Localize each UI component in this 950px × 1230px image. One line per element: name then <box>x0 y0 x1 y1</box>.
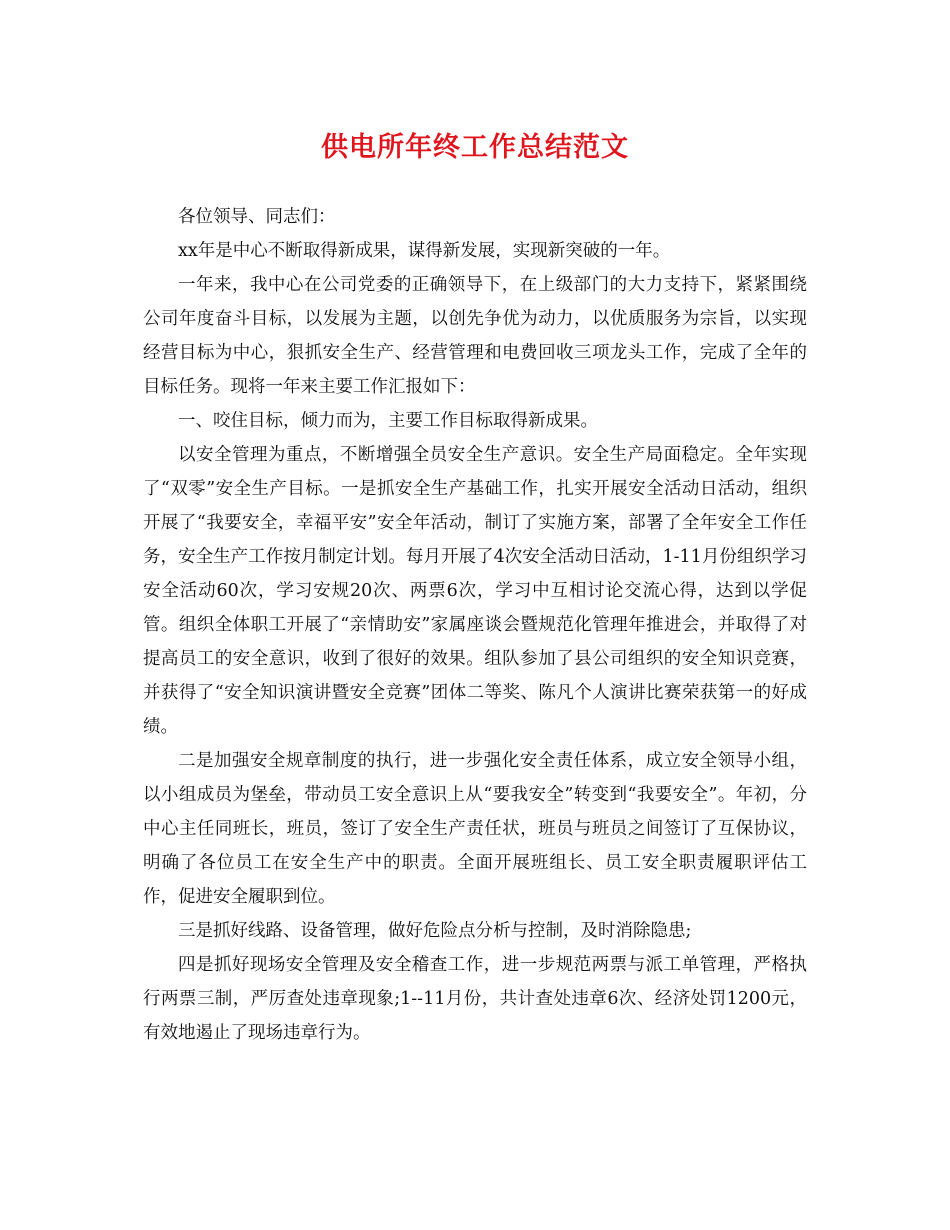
paragraph-line-equipment: 三是抓好线路、设备管理，做好危险点分析与控制，及时消除隐患; <box>178 921 692 941</box>
paragraph-overview: 一年来，我中心在公司党委的正确领导下，在上级部门的大力支持下，紧紧围绕公司年度奋斗目标，以发展为主题，以创先争优为动力，以优质服务为宗旨，以实现经营目标为中心，狠抓安全生产、经营管理和电费回收三项龙头工作，完成了全年的目标任务。现将一年来主要工作汇报如下： <box>143 275 807 397</box>
document-body <box>143 200 807 1050</box>
document-title: 供电所年终工作总结范文 <box>321 132 629 163</box>
paragraph-safety-rules: 二是加强安全规章制度的执行，进一步强化安全责任体系，成立安全领导小组，以小组成员为堡垒，带动员工安全意识上从“要我安全”转变到“我要安全”。年初，分中心主任同班长，班员，签订了安全生产责任状，班员与班员之间签订了互保协议，明确了各位员工在安全生产中的职责。全面开展班组长、员工安全职责履职评估工作，促进安全履职到位。 <box>143 751 807 907</box>
paragraph-greeting: 各位领导、同志们： <box>178 207 336 227</box>
paragraph-intro: xx年是中心不断取得新成果，谋得新发展，实现新突破的一年。 <box>178 241 671 261</box>
paragraph-section-heading: 一、咬住目标，倾力而为，主要工作目标取得新成果。 <box>178 411 598 431</box>
paragraph-site-inspection: 四是抓好现场安全管理及安全稽查工作，进一步规范两票与派工单管理，严格执行两票三制，严厉查处违章现象;1--11月份，共计查处违章6次、经济处罚1200元，有效地遏止了现场违章行为。 <box>143 955 807 1043</box>
paragraph-safety-management: 以安全管理为重点，不断增强全员安全生产意识。安全生产局面稳定。全年实现了“双零”安全生产目标。一是抓安全生产基础工作，扎实开展安全活动日活动，组织开展了“我要安全，幸福平安”安全年活动，制订了实施方案，部署了全年安全工作任务，安全生产工作按月制定计划。每月开展了4次安全活动日活动，1-11月份组织学习安全活动60次，学习安规20次、两票6次，学习中互相讨论交流心得，达到以学促管。组织全体职工开展了“亲情助安”家属座谈会暨规范化管理年推进会，并取得了对提高员工的安全意识，收到了很好的效果。组队参加了县公司组织的安全知识竞赛，并获得了“安全知识演讲暨安全竞赛”团体二等奖、陈凡个人演讲比赛荣获第一的好成绩。 <box>143 445 807 737</box>
